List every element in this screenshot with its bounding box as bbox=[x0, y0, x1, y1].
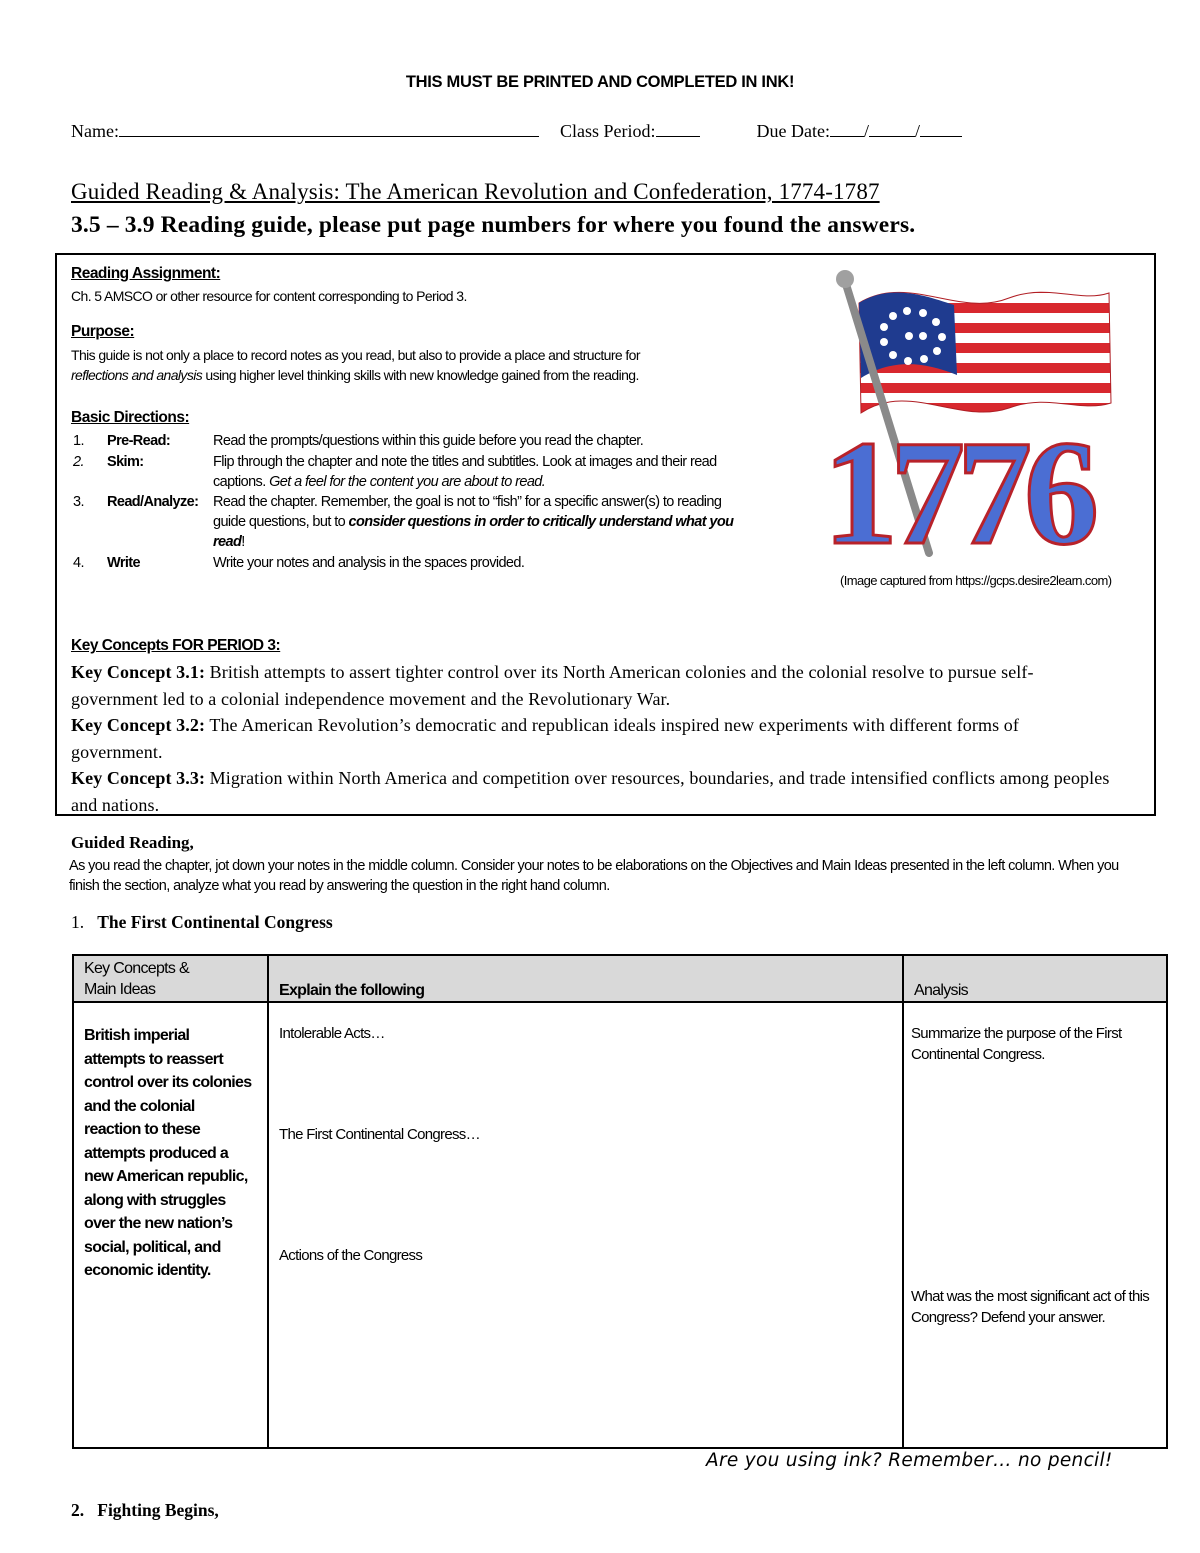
key-concepts-list bbox=[71, 659, 1111, 818]
table-rule bbox=[1166, 954, 1168, 1449]
date-separator: / bbox=[914, 121, 920, 141]
purpose-italic: reflections and analysis bbox=[71, 367, 203, 383]
date-separator: / bbox=[863, 121, 869, 141]
direction-term: Pre-Read: bbox=[107, 433, 171, 449]
image-credit: (Image captured from https://gcps.desire2learn.com) bbox=[840, 573, 1112, 588]
direction-text: Read the prompts/questions within this guide before you read the chapter. bbox=[213, 433, 644, 449]
due-date-month-field[interactable] bbox=[830, 136, 864, 137]
table-rule bbox=[267, 954, 269, 1449]
flag-pole-finial bbox=[836, 270, 854, 288]
main-idea-text: British imperial attempts to reassert control over its colonies and the colonial reaction to these attempts produced a new American republic, along with struggles over the new nation’s social, political, and economic identity. bbox=[84, 1027, 252, 1279]
name-field[interactable] bbox=[119, 136, 539, 137]
direction-number: 3. bbox=[73, 494, 84, 510]
class-period-field[interactable] bbox=[656, 136, 700, 137]
table-rule bbox=[72, 954, 74, 1449]
table-rule bbox=[72, 1001, 1168, 1003]
section-number: 1. bbox=[71, 912, 85, 932]
direction-term: Read/Analyze: bbox=[107, 494, 199, 510]
name-label: Name: bbox=[71, 121, 119, 141]
prompt-intolerable-acts[interactable]: Intolerable Acts… bbox=[279, 1025, 385, 1042]
table-rule bbox=[72, 954, 1168, 956]
due-date-year-field[interactable] bbox=[920, 136, 962, 137]
purpose-line1: This guide is not only a place to record notes as you read, but also to provide a place and structure for bbox=[71, 347, 640, 363]
document-subtitle: 3.5 – 3.9 Reading guide, please put page numbers for where you found the answers. bbox=[71, 212, 916, 238]
purpose-line2: using higher level thinking skills with new knowledge gained from the reading. bbox=[202, 367, 639, 383]
due-date-day-field[interactable] bbox=[869, 136, 915, 137]
table-rule bbox=[902, 954, 904, 1449]
reading-assignment-text: Ch. 5 AMSCO or other resource for content corresponding to Period 3. bbox=[71, 288, 467, 304]
key-concept-item: Key Concept 3.2: The American Revolution’s democratic and republican ideals inspired new experiments with different forms of government. bbox=[71, 715, 1019, 762]
direction-number: 1. bbox=[73, 433, 84, 449]
section-1-table bbox=[72, 954, 1168, 1449]
section-title: The First Continental Congress bbox=[97, 912, 333, 932]
direction-number: 4. bbox=[73, 555, 84, 571]
header-explain: Explain the following bbox=[279, 982, 425, 999]
flag-year-text: 1776 bbox=[823, 410, 1091, 563]
key-concept-item: Key Concept 3.1: British attempts to assert tighter control over its North American colonies and the colonial resolve to pursue self-government led to a colonial independence movement and the Revolutionary War. bbox=[71, 662, 1034, 709]
direction-text: Read the chapter. Remember, the goal is not to “fish” for a specific answer(s) to reading guide questions, but to consider questions in order to critically understand what you read! bbox=[213, 494, 734, 550]
prompt-first-continental-congress[interactable]: The First Continental Congress… bbox=[279, 1126, 480, 1143]
table-header-row bbox=[72, 954, 1168, 1002]
direction-text: Flip through the chapter and note the titles and subtitles. Look at images and their read captions. Get a feel for the content you are about to read. bbox=[213, 454, 717, 490]
guided-reading-instructions: As you read the chapter, jot down your notes in the middle column. Consider your notes to be elaborations on the Objectives and Main Ideas presented in the left column. When you finish the section, analyze what you read by answering the question in the right hand column. bbox=[69, 858, 1119, 894]
basic-directions-heading: Basic Directions: bbox=[71, 409, 190, 426]
assignment-box bbox=[55, 253, 1156, 816]
prompt-actions-of-congress[interactable]: Actions of the Congress bbox=[279, 1247, 423, 1264]
section-2-heading bbox=[71, 1500, 219, 1521]
header-analysis: Analysis bbox=[914, 982, 968, 999]
due-date-label: Due Date: bbox=[756, 121, 830, 141]
direction-term: Write bbox=[107, 555, 140, 571]
reading-assignment-heading: Reading Assignment: bbox=[71, 265, 221, 282]
direction-term: Skim: bbox=[107, 454, 144, 470]
direction-number: 2. bbox=[73, 454, 84, 470]
ink-reminder: Are you using ink? Remember… no pencil! bbox=[706, 1450, 1113, 1471]
table-rule bbox=[72, 1447, 1168, 1449]
analysis-question[interactable]: Summarize the purpose of the First Continental Congress. bbox=[911, 1025, 1122, 1063]
section-1-heading bbox=[71, 912, 333, 933]
flag-1776-image bbox=[789, 263, 1119, 563]
key-concepts-heading: Key Concepts FOR PERIOD 3: bbox=[71, 637, 281, 654]
header-key-concepts: Key Concepts & Main Ideas bbox=[84, 960, 189, 998]
print-in-ink-banner: THIS MUST BE PRINTED AND COMPLETED IN INK! bbox=[405, 73, 795, 91]
document-title: Guided Reading & Analysis: The American Revolution and Confederation, 1774-1787 bbox=[71, 179, 880, 204]
class-period-label: Class Period: bbox=[559, 121, 656, 141]
purpose-text bbox=[71, 345, 751, 385]
section-number: 2. bbox=[71, 1500, 85, 1520]
direction-text: Write your notes and analysis in the spaces provided. bbox=[213, 555, 525, 571]
key-concept-item: Key Concept 3.3: Migration within North America and competition over resources, boundaries, and trade intensified conflicts among peoples and nations. bbox=[71, 768, 1110, 815]
purpose-heading: Purpose: bbox=[71, 323, 135, 340]
analysis-question[interactable]: What was the most significant act of this Congress? Defend your answer. bbox=[911, 1288, 1150, 1326]
guided-reading-heading: Guided Reading, bbox=[71, 833, 194, 852]
section-title: Fighting Begins, bbox=[97, 1500, 219, 1520]
student-info-line bbox=[71, 121, 962, 142]
